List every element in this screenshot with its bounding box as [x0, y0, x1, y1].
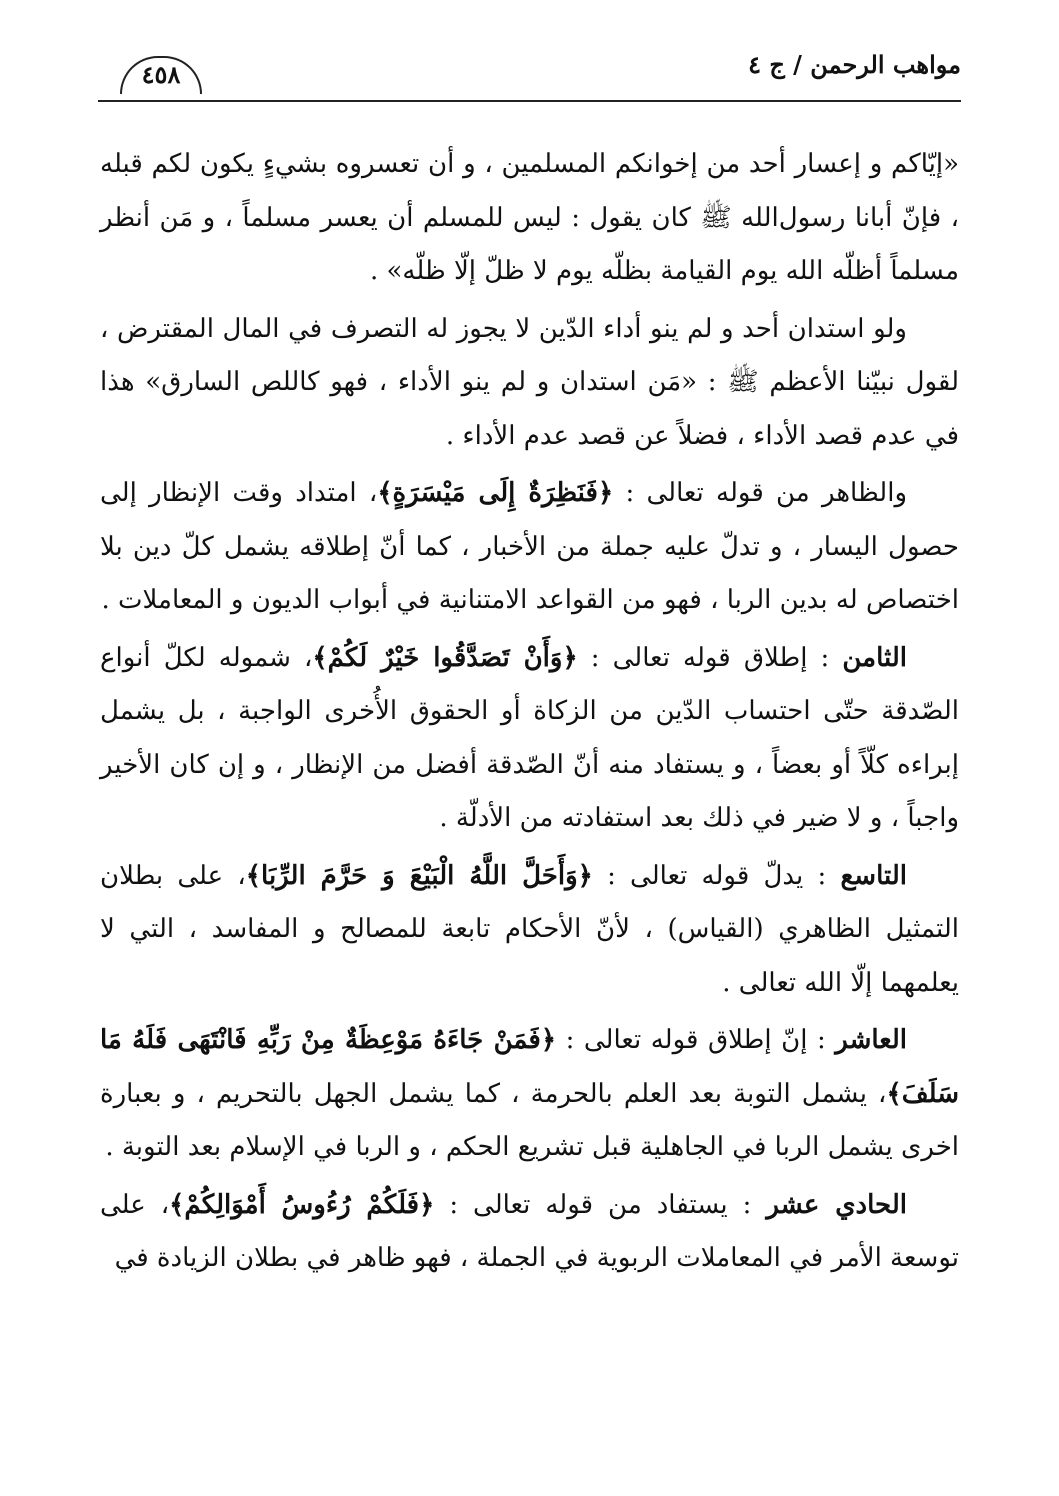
paragraph-text: ، شموله لكلّ أنواع الصّدقة حتّى احتساب الدّين من الزكاة أو الحقوق الأُخرى الواجبة ، بل يشمل إبراءه كلّاً أو بعضاً ، و يستفاد منه أنّ الصّدقة أفضل من الإنظار ، و إن كان الأخير واجباً ، و لا ضير في ذلك بعد استفادته من الأدلّة .	[100, 642, 959, 833]
paragraph-respite	[100, 467, 959, 628]
paragraph-eleventh	[100, 1179, 959, 1286]
paragraph-ninth	[100, 850, 959, 1011]
book-title: مواهب الرحمن / ج ٤	[748, 50, 961, 79]
point-heading: الثامن	[842, 642, 907, 673]
paragraph-text: : يدلّ قوله تعالى :	[592, 860, 841, 891]
paragraph-text: : إنّ إطلاق قوله تعالى :	[556, 1025, 836, 1055]
paragraph-text: ، على بطلان التمثيل الظاهري (القياس) ، لأنّ الأحكام تابعة للمصالح و المفاسد ، التي لا يعلمهما إلّا الله تعالى .	[100, 860, 959, 998]
quran-verse: ﴿وَأَنْ تَصَدَّقُوا خَيْرٌ لَكُمْ﴾	[312, 642, 578, 673]
paragraph-hadith-quote: «إيّاكم و إعسار أحد من إخوانكم المسلمين ، و أن تعسروه بشيءٍ يكون لكم قبله ، فإنّ أبانا رسول‌الله ﷺ كان يقول : ليس للمسلم أن يعسر مسلماً ، و مَن أنظر مسلماً أظلّه الله يوم القيامة بظلّه يوم لا ظلّ إلّا ظلّه» .	[100, 149, 959, 286]
paragraph-text: ، يشمل التوبة بعد العلم بالحرمة ، كما يشمل الجهل بالتحريم ، و بعبارة اخرى يشمل الربا في الجاهلية قبل تشريع الحكم ، و الربا في الإسلام بعد التوبة .	[100, 1078, 959, 1162]
page-header	[98, 38, 961, 102]
paragraph-text: والظاهر من قوله تعالى :	[613, 478, 907, 508]
paragraph-text: : إطلاق قوله تعالى :	[577, 642, 843, 673]
paragraph-tenth	[100, 1014, 959, 1175]
quran-verse: ﴿فَمَنْ جَاءَهُ مَوْعِظَةٌ مِنْ رَبِّهِ فَانْتَهَى فَلَهُ مَا سَلَفَ﴾	[100, 1025, 959, 1109]
paragraph-debt-intention: ولو استدان أحد و لم ينو أداء الدّين لا يجوز له التصرف في المال المقترض ، لقول نبيّنا الأعظم ﷺ : «مَن استدان و لم ينو الأداء ، فهو كاللص السارق» هذا في عدم قصد الأداء ، فضلاً عن قصد عدم الأداء .	[100, 313, 959, 451]
paragraph-text: : يستفاد من قوله تعالى :	[434, 1189, 767, 1220]
page-body	[100, 138, 959, 1290]
paragraph-text: ، امتداد وقت الإنظار إلى حصول اليسار ، و تدلّ عليه جملة من الأخبار ، كما أنّ إطلاقه يشمل كلّ دين بلا اختصاص له بدين الربا ، فهو من القواعد الامتنانية في أبواب الديون و المعاملات .	[100, 478, 959, 615]
quran-verse: ﴿وَأَحَلَّ اللَّهُ الْبَيْعَ وَ حَرَّمَ الرِّبَا﴾	[245, 860, 593, 891]
paragraph-eighth	[100, 632, 959, 846]
point-heading: الحادي عشر	[766, 1189, 907, 1220]
paragraph-text: ، على توسعة الأمر في المعاملات الربوية في الجملة ، فهو ظاهر في بطلان الزيادة في	[100, 1189, 959, 1273]
point-heading: العاشر	[835, 1025, 907, 1055]
page-number: ٤٥٨	[120, 56, 202, 94]
quran-verse: ﴿فَلَكُمْ رُءُوسُ أَمْوَالِكُمْ﴾	[169, 1189, 435, 1220]
quran-verse: ﴿فَنَظِرَةٌ إِلَى مَيْسَرَةٍ﴾	[377, 478, 614, 508]
point-heading: التاسع	[840, 860, 907, 891]
